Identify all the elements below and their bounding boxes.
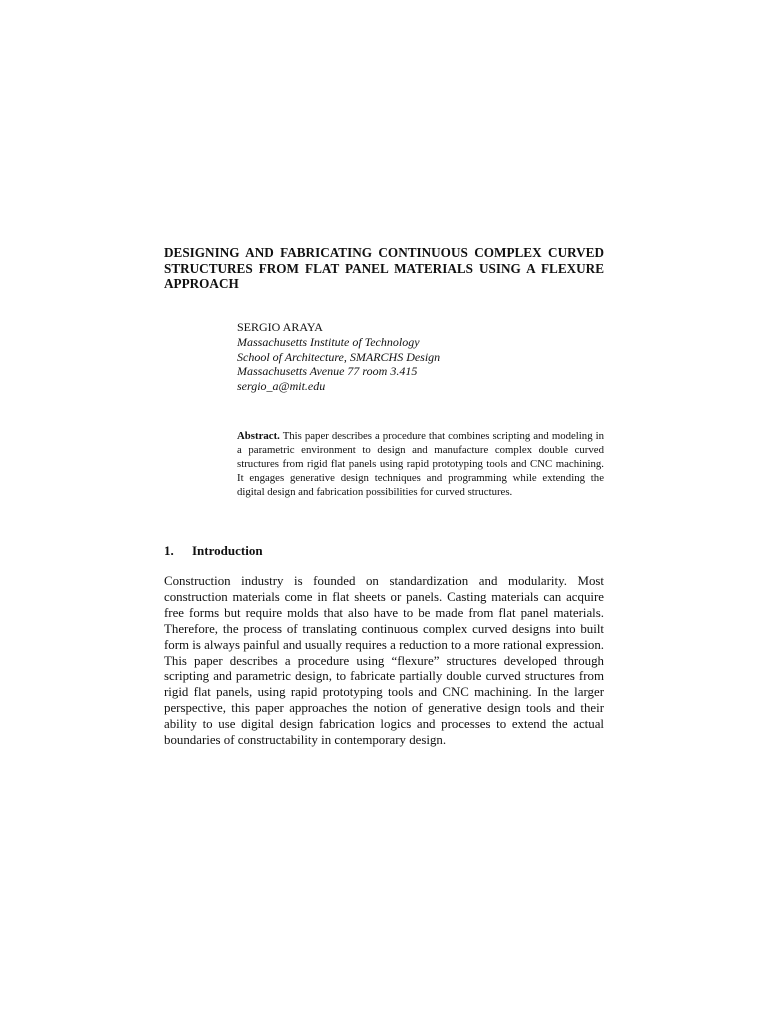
abstract [237, 430, 604, 500]
author-name: SERGIO ARAYA [237, 320, 323, 334]
paper-title: DESIGNING AND FABRICATING CONTINUOUS COMPLEX CURVED STRUCTURES FROM FLAT PANEL MATERIALS USING A FLEXURE APPROACH [164, 245, 604, 291]
author-institution: Massachusetts Institute of Technology [237, 334, 420, 349]
introduction-paragraph: Construction industry is founded on standardization and modularity. Most construction materials come in flat sheets or panels. Casting materials can acquire free forms but require molds that also have to be made from flat panel materials. Therefore, the process of translating continuous complex curved designs into built form is always painful and usually requires a reduction to a more rational expression. This paper describes a procedure using “flexure” structures developed through scripting and parametric design, to fabricate partially double curved structures from rigid flat panels, using rapid prototyping tools and CNC machining. In the larger perspective, this paper approaches the notion of generative design tools and their ability to use digital design fabrication logics and processes to extend the actual boundaries of constructability in contemporary design. [164, 574, 604, 748]
section-title: Introduction [192, 543, 263, 558]
section-number: 1. [164, 543, 174, 558]
author-email: sergio_a@mit.edu [237, 379, 326, 394]
author-address: Massachusetts Avenue 77 room 3.415 [237, 364, 418, 379]
author-department: School of Architecture, SMARCHS Design [237, 349, 441, 364]
author-block [237, 320, 604, 394]
abstract-text: This paper describes a procedure that combines scripting and modeling in a parametric environment to design and manufacture complex double curved structures from rigid flat panels using rapid prototyping tools and CNC machining. It engages generative design techniques and programming while extending the digital design and fabrication possibilities for curved structures. [237, 430, 604, 498]
abstract-label: Abstract. [237, 430, 280, 442]
section-heading [164, 543, 263, 559]
